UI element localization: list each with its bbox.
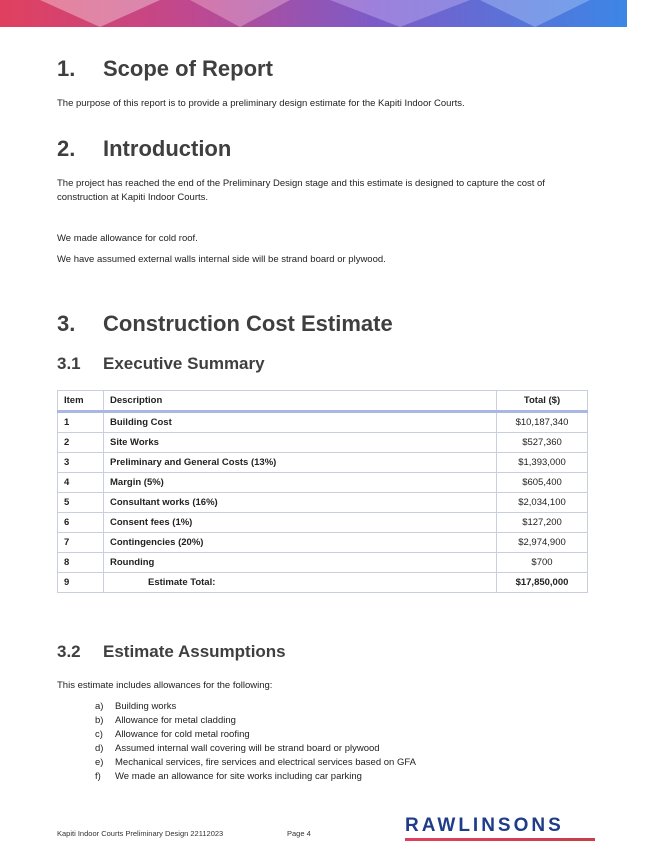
list-marker: d)	[95, 743, 104, 754]
executive-summary-table	[57, 390, 588, 593]
section-2-text-1: The project has reached the end of the Preliminary Design stage and this estimate is designed to capture the cost of construction at Kapiti Indoor Courts.	[57, 178, 545, 203]
list-marker: b)	[95, 715, 104, 726]
row-description: Estimate Total:	[104, 573, 497, 593]
assumptions-list	[95, 700, 416, 784]
section-3-title: Construction Cost Estimate	[103, 311, 393, 336]
table-row	[58, 453, 588, 473]
section-3-2-title: Estimate Assumptions	[103, 642, 286, 661]
list-item	[95, 714, 416, 728]
row-total: $527,360	[497, 433, 588, 453]
header-item: Item	[58, 391, 104, 412]
section-2-number: 2.	[57, 136, 76, 161]
section-2-text-2: We made allowance for cold roof.	[57, 233, 198, 244]
list-text: Assumed internal wall covering will be strand board or plywood	[115, 743, 380, 754]
table-row	[58, 533, 588, 553]
row-total: $10,187,340	[497, 412, 588, 433]
row-description: Site Works	[104, 433, 497, 453]
row-description: Consultant works (16%)	[104, 493, 497, 513]
row-total: $2,974,900	[497, 533, 588, 553]
table-row	[58, 433, 588, 453]
table-row	[58, 553, 588, 573]
section-3-1-number: 3.1	[57, 354, 81, 373]
row-total: $17,850,000	[497, 573, 588, 593]
list-item	[95, 756, 416, 770]
row-item: 5	[58, 493, 104, 513]
row-total: $605,400	[497, 473, 588, 493]
row-item: 4	[58, 473, 104, 493]
list-text: Building works	[115, 701, 177, 712]
table-row-estimate-total	[58, 573, 588, 593]
table-row	[58, 473, 588, 493]
list-item	[95, 700, 416, 714]
section-1-heading	[57, 56, 273, 82]
row-description: Preliminary and General Costs (13%)	[104, 453, 497, 473]
table-row	[58, 513, 588, 533]
list-item	[95, 728, 416, 742]
row-item: 9	[58, 573, 104, 593]
section-3-2-number: 3.2	[57, 642, 81, 661]
row-total: $127,200	[497, 513, 588, 533]
list-text: We made an allowance for site works including car parking	[115, 771, 362, 782]
row-item: 6	[58, 513, 104, 533]
list-text: Mechanical services, fire services and electrical services based on GFA	[115, 757, 416, 768]
section-3-2-heading	[57, 642, 286, 662]
table-header-row	[58, 391, 588, 412]
section-1-number: 1.	[57, 56, 76, 81]
row-description: Consent fees (1%)	[104, 513, 497, 533]
row-item: 1	[58, 412, 104, 433]
list-text: Allowance for cold metal roofing	[115, 729, 250, 740]
section-2-text-3: We have assumed external walls internal side will be strand board or plywood.	[57, 254, 386, 265]
row-total: $1,393,000	[497, 453, 588, 473]
list-marker: a)	[95, 701, 104, 712]
row-description: Building Cost	[104, 412, 497, 433]
list-text: Allowance for metal cladding	[115, 715, 236, 726]
row-description: Rounding	[104, 553, 497, 573]
row-item: 3	[58, 453, 104, 473]
section-3-number: 3.	[57, 311, 76, 336]
row-item: 8	[58, 553, 104, 573]
list-marker: c)	[95, 729, 103, 740]
row-description: Contingencies (20%)	[104, 533, 497, 553]
row-item: 2	[58, 433, 104, 453]
row-total: $700	[497, 553, 588, 573]
section-1-text: The purpose of this report is to provide a preliminary design estimate for the Kapiti Indoor Courts.	[57, 98, 465, 109]
table-row	[58, 412, 588, 433]
rawlinsons-logo: RAWLINSONS	[405, 815, 564, 836]
row-total: $2,034,100	[497, 493, 588, 513]
list-marker: e)	[95, 757, 104, 768]
section-1-title: Scope of Report	[103, 56, 273, 81]
section-3-heading	[57, 311, 393, 337]
header-banner	[0, 0, 627, 27]
section-2-title: Introduction	[103, 136, 232, 161]
section-3-1-heading	[57, 354, 265, 374]
header-total: Total ($)	[497, 391, 588, 412]
section-3-1-title: Executive Summary	[103, 354, 265, 373]
row-item: 7	[58, 533, 104, 553]
list-item	[95, 770, 416, 784]
list-item	[95, 742, 416, 756]
footer-page-number: Page 4	[287, 829, 311, 838]
footer-document-title: Kapiti Indoor Courts Preliminary Design 22112023	[57, 829, 224, 838]
row-description: Margin (5%)	[104, 473, 497, 493]
logo-underline	[405, 838, 595, 841]
table-row	[58, 493, 588, 513]
section-2-heading	[57, 136, 231, 162]
header-description: Description	[104, 391, 497, 412]
list-marker: f)	[95, 771, 101, 782]
section-3-2-intro: This estimate includes allowances for the following:	[57, 680, 273, 691]
